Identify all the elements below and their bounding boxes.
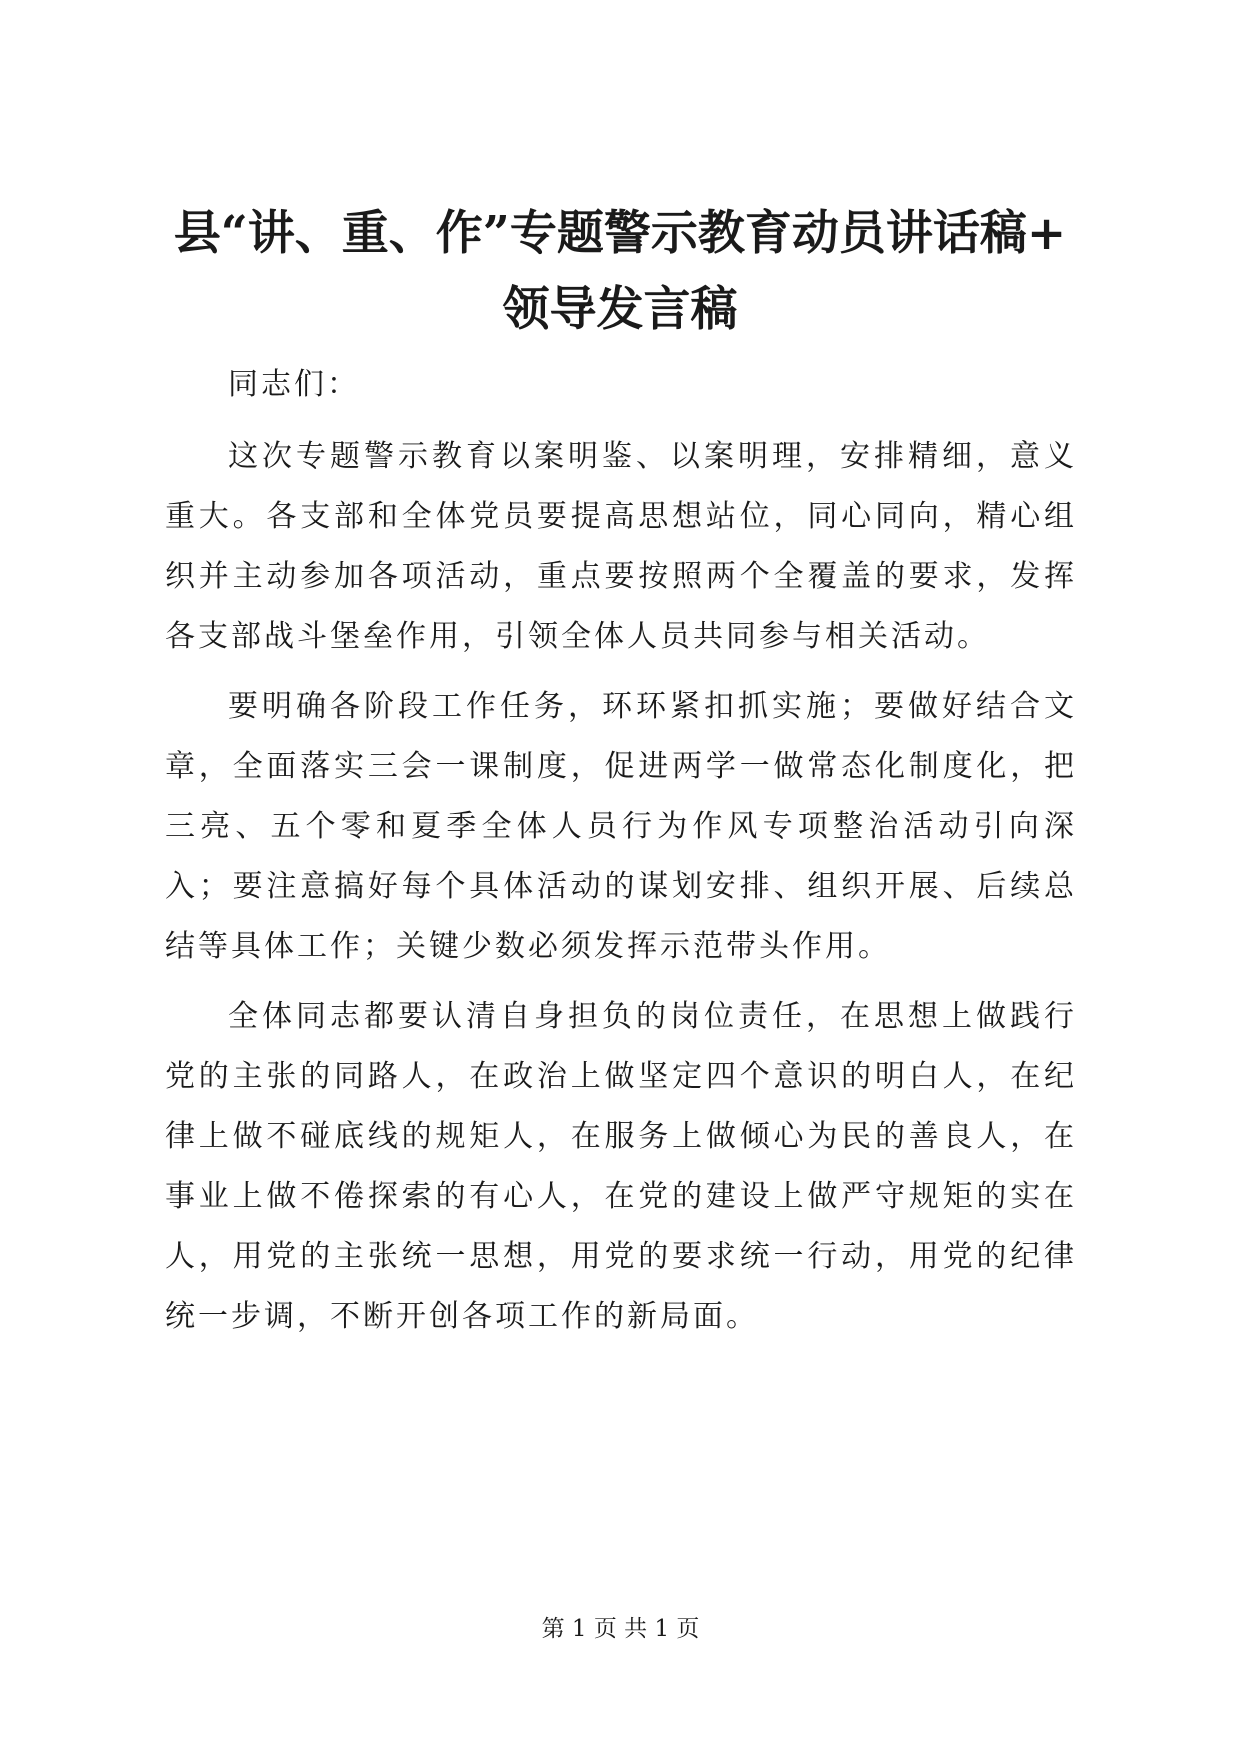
- title-line-2: 领导发言稿: [502, 282, 738, 337]
- document-title: [150, 196, 1090, 348]
- page-footer: 第 1 页 共 1 页: [541, 1616, 700, 1642]
- paragraph-1: 这次专题警示教育以案明鉴、以案明理，安排精细，意义重大。各支部和全体党员要提高思想站位，同心同向，精心组织并主动参加各项活动，重点要按照两个全覆盖的要求，发挥各支部战斗堡垒作用，引领全体人员共同参与相关活动。: [165, 439, 1077, 654]
- salutation: 同志们：: [228, 367, 360, 402]
- paragraph-2: 要明确各阶段工作任务，环环紧扣抓实施；要做好结合文章，全面落实三会一课制度，促进两学一做常态化制度化，把三亮、五个零和夏季全体人员行为作风专项整治活动引向深入；要注意搞好每个具体活动的谋划安排、组织开展、后续总结等具体工作；关键少数必须发挥示范带头作用。: [165, 689, 1077, 964]
- paragraph-3: 全体同志都要认清自身担负的岗位责任，在思想上做践行党的主张的同路人，在政治上做坚定四个意识的明白人，在纪律上做不碰底线的规矩人，在服务上做倾心为民的善良人，在事业上做不倦探索的有心人，在党的建设上做严守规矩的实在人，用党的主张统一思想，用党的要求统一行动，用党的纪律统一步调，不断开创各项工作的新局面。: [165, 999, 1077, 1334]
- document-body: [165, 355, 1077, 1347]
- title-line-1: 县“讲、重、作”专题警示教育动员讲话稿+: [173, 206, 1067, 261]
